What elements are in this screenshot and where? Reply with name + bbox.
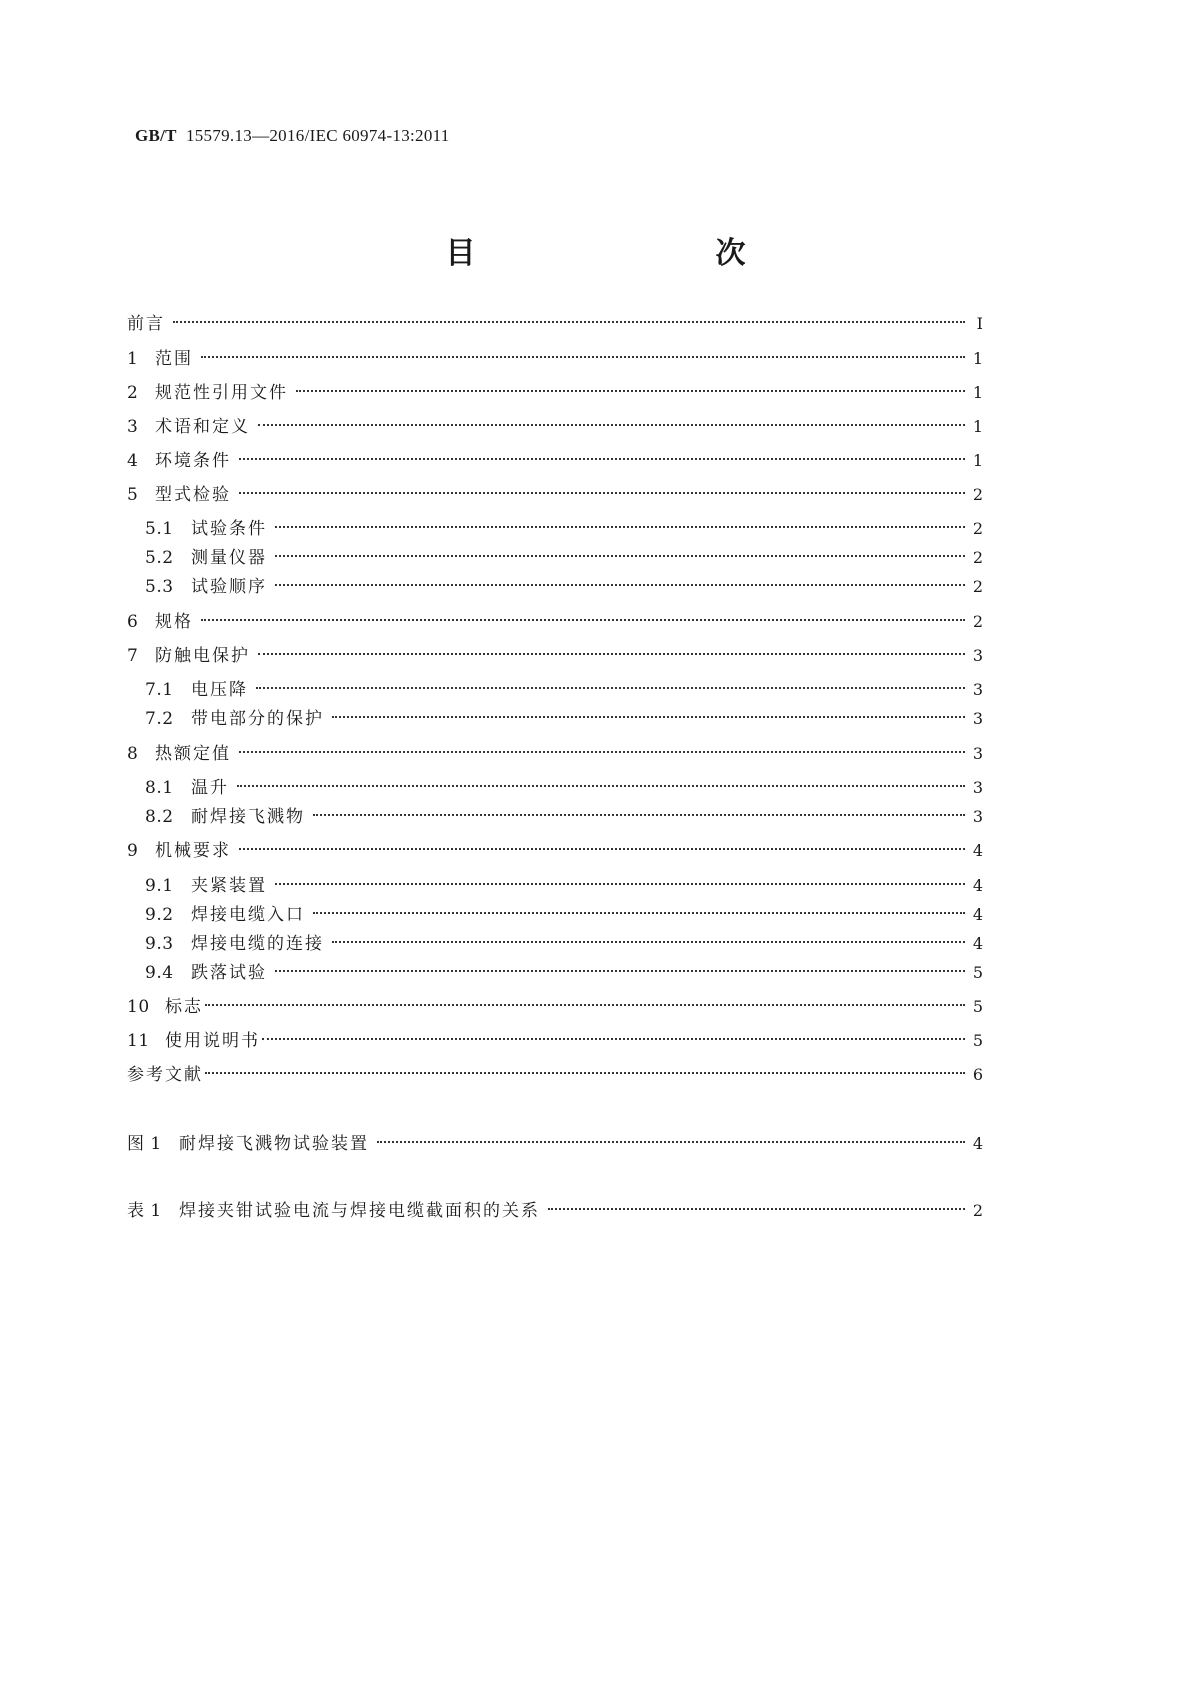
toc-page-number: 3: [972, 709, 983, 728]
toc-leader-dots: [332, 700, 965, 724]
standard-code: 15579.13—2016/IEC 60974-13:2011: [185, 126, 450, 145]
toc-number: 1: [127, 349, 139, 369]
toc-page-number: 4: [972, 876, 983, 895]
toc-leader-dots: [256, 671, 965, 695]
toc-page-number: 2: [972, 612, 983, 631]
toc-number: 8: [127, 744, 139, 764]
standard-header: [135, 126, 450, 146]
toc-page-number: 1: [972, 349, 983, 368]
toc-number: 3: [127, 417, 139, 437]
table-list-entry[interactable]: [127, 1192, 983, 1221]
toc-entry[interactable]: [127, 476, 983, 505]
toc-entry[interactable]: [127, 603, 983, 632]
toc-page-number: 4: [972, 905, 983, 924]
toc-subentry[interactable]: [145, 510, 983, 539]
toc-page-number: 5: [972, 997, 983, 1016]
toc-leader-dots: [275, 568, 965, 592]
toc-label: 环境条件: [155, 451, 231, 471]
toc-subentry[interactable]: [145, 867, 983, 896]
toc-leader-dots: [377, 1125, 965, 1149]
toc-subentry[interactable]: [145, 896, 983, 925]
toc-label: 范围: [155, 349, 193, 369]
toc-label: 标志: [165, 997, 203, 1017]
toc-number: 7.2: [145, 709, 174, 729]
figure-number: 图 1: [127, 1134, 162, 1154]
toc-page-number: 3: [972, 744, 983, 763]
toc-entry[interactable]: [127, 735, 983, 764]
toc-number: 5.3: [145, 577, 174, 597]
toc-label: 术语和定义: [155, 417, 250, 437]
toc-leader-dots: [275, 954, 965, 978]
standard-prefix: GB/T: [135, 126, 177, 145]
toc-label: 焊接电缆入口: [191, 905, 305, 925]
toc-label: 电压降: [191, 680, 248, 700]
toc-label: 耐焊接飞溅物: [191, 807, 305, 827]
toc-number: 9.1: [145, 876, 174, 896]
toc-page-number: 3: [972, 778, 983, 797]
toc-label: 测量仪器: [191, 548, 267, 568]
toc-page-number: 1: [972, 417, 983, 436]
toc-leader-dots: [275, 539, 965, 563]
toc-subentry[interactable]: [145, 954, 983, 983]
toc-label: 试验顺序: [191, 577, 267, 597]
toc-label: 使用说明书: [165, 1031, 260, 1051]
toc-page-number: 6: [972, 1065, 983, 1084]
toc-subentry[interactable]: [145, 539, 983, 568]
toc-entry-references[interactable]: [127, 1056, 983, 1085]
toc-label: 参考文献: [127, 1065, 203, 1085]
toc-leader-dots: [205, 1056, 965, 1080]
table-number: 表 1: [127, 1201, 162, 1221]
toc-leader-dots: [262, 1022, 965, 1046]
toc-leader-dots: [313, 896, 965, 920]
toc-label: 防触电保护: [155, 646, 250, 666]
toc-leader-dots: [205, 988, 965, 1012]
toc-leader-dots: [296, 374, 965, 398]
toc-leader-dots: [173, 305, 965, 329]
toc-subentry[interactable]: [145, 700, 983, 729]
toc-label: 试验条件: [191, 519, 267, 539]
toc-entry[interactable]: [127, 442, 983, 471]
toc-page-number: 2: [972, 548, 983, 567]
toc-page-number: 4: [972, 841, 983, 860]
toc-number: 11: [127, 1031, 150, 1051]
toc-label: 跌落试验: [191, 963, 267, 983]
toc-page-number: 1: [972, 451, 983, 470]
toc-entry[interactable]: [127, 1022, 983, 1051]
table-label: 焊接夹钳试验电流与焊接电缆截面积的关系: [179, 1201, 540, 1221]
toc-page-number: 4: [972, 934, 983, 953]
toc-label: 夹紧装置: [191, 876, 267, 896]
toc-page-number: 5: [972, 1031, 983, 1050]
toc-page-number: 2: [972, 577, 983, 596]
toc-label: 热额定值: [155, 744, 231, 764]
toc-leader-dots: [258, 408, 965, 432]
toc-number: 7: [127, 646, 139, 666]
toc-entry[interactable]: [127, 637, 983, 666]
toc-number: 5.2: [145, 548, 174, 568]
toc-label: 焊接电缆的连接: [191, 934, 324, 954]
page-title: 目 次: [445, 236, 806, 271]
toc-subentry[interactable]: [145, 798, 983, 827]
toc-number: 2: [127, 383, 139, 403]
toc-page-number: 2: [972, 1201, 983, 1220]
toc-number: 4: [127, 451, 139, 471]
toc-entry[interactable]: [127, 408, 983, 437]
toc-leader-dots: [275, 510, 965, 534]
toc-page-number: 2: [972, 485, 983, 504]
toc-page-number: 3: [972, 807, 983, 826]
toc-leader-dots: [275, 867, 965, 891]
toc-leader-dots: [239, 735, 965, 759]
toc-number: 7.1: [145, 680, 174, 700]
toc-number: 5: [127, 485, 139, 505]
toc-number: 9: [127, 841, 139, 861]
toc-label: 规范性引用文件: [155, 383, 288, 403]
toc-page-number: 4: [972, 1134, 983, 1153]
toc-subentry[interactable]: [145, 568, 983, 597]
toc-number: 5.1: [145, 519, 174, 539]
toc-entry-foreword[interactable]: [127, 305, 983, 334]
toc-label: 温升: [191, 778, 229, 798]
toc-number: 6: [127, 612, 139, 632]
toc-number: 9.4: [145, 963, 174, 983]
toc-leader-dots: [332, 925, 965, 949]
toc-label: 前言: [127, 314, 165, 334]
toc-subentry[interactable]: [145, 925, 983, 954]
toc-page-number: Ⅰ: [976, 314, 983, 333]
toc-page-number: 3: [972, 680, 983, 699]
figure-list-entry[interactable]: [127, 1125, 983, 1154]
toc-leader-dots: [239, 476, 965, 500]
toc-label: 型式检验: [155, 485, 231, 505]
toc-label: 带电部分的保护: [191, 709, 324, 729]
toc-page-number: 1: [972, 383, 983, 402]
toc-entry[interactable]: [127, 340, 983, 369]
toc-page-number: 5: [972, 963, 983, 982]
toc-number: 9.3: [145, 934, 174, 954]
toc-page-number: 3: [972, 646, 983, 665]
toc-number: 10: [127, 997, 150, 1017]
toc-leader-dots: [201, 340, 965, 364]
toc-leader-dots: [239, 442, 965, 466]
toc-leader-dots: [258, 637, 965, 661]
toc-leader-dots: [548, 1192, 965, 1216]
toc-subentry[interactable]: [145, 671, 983, 700]
toc-label: 机械要求: [155, 841, 231, 861]
toc-page-number: 2: [972, 519, 983, 538]
toc-leader-dots: [201, 603, 965, 627]
toc-number: 8.2: [145, 807, 174, 827]
toc-number: 8.1: [145, 778, 174, 798]
toc-subentry[interactable]: [145, 769, 983, 798]
toc-leader-dots: [313, 798, 965, 822]
toc-leader-dots: [239, 832, 965, 856]
toc-number: 9.2: [145, 905, 174, 925]
toc-entry[interactable]: [127, 374, 983, 403]
toc-entry[interactable]: [127, 832, 983, 861]
figure-label: 耐焊接飞溅物试验装置: [179, 1134, 369, 1154]
toc-entry[interactable]: [127, 988, 983, 1017]
toc-label: 规格: [155, 612, 193, 632]
toc-leader-dots: [237, 769, 965, 793]
